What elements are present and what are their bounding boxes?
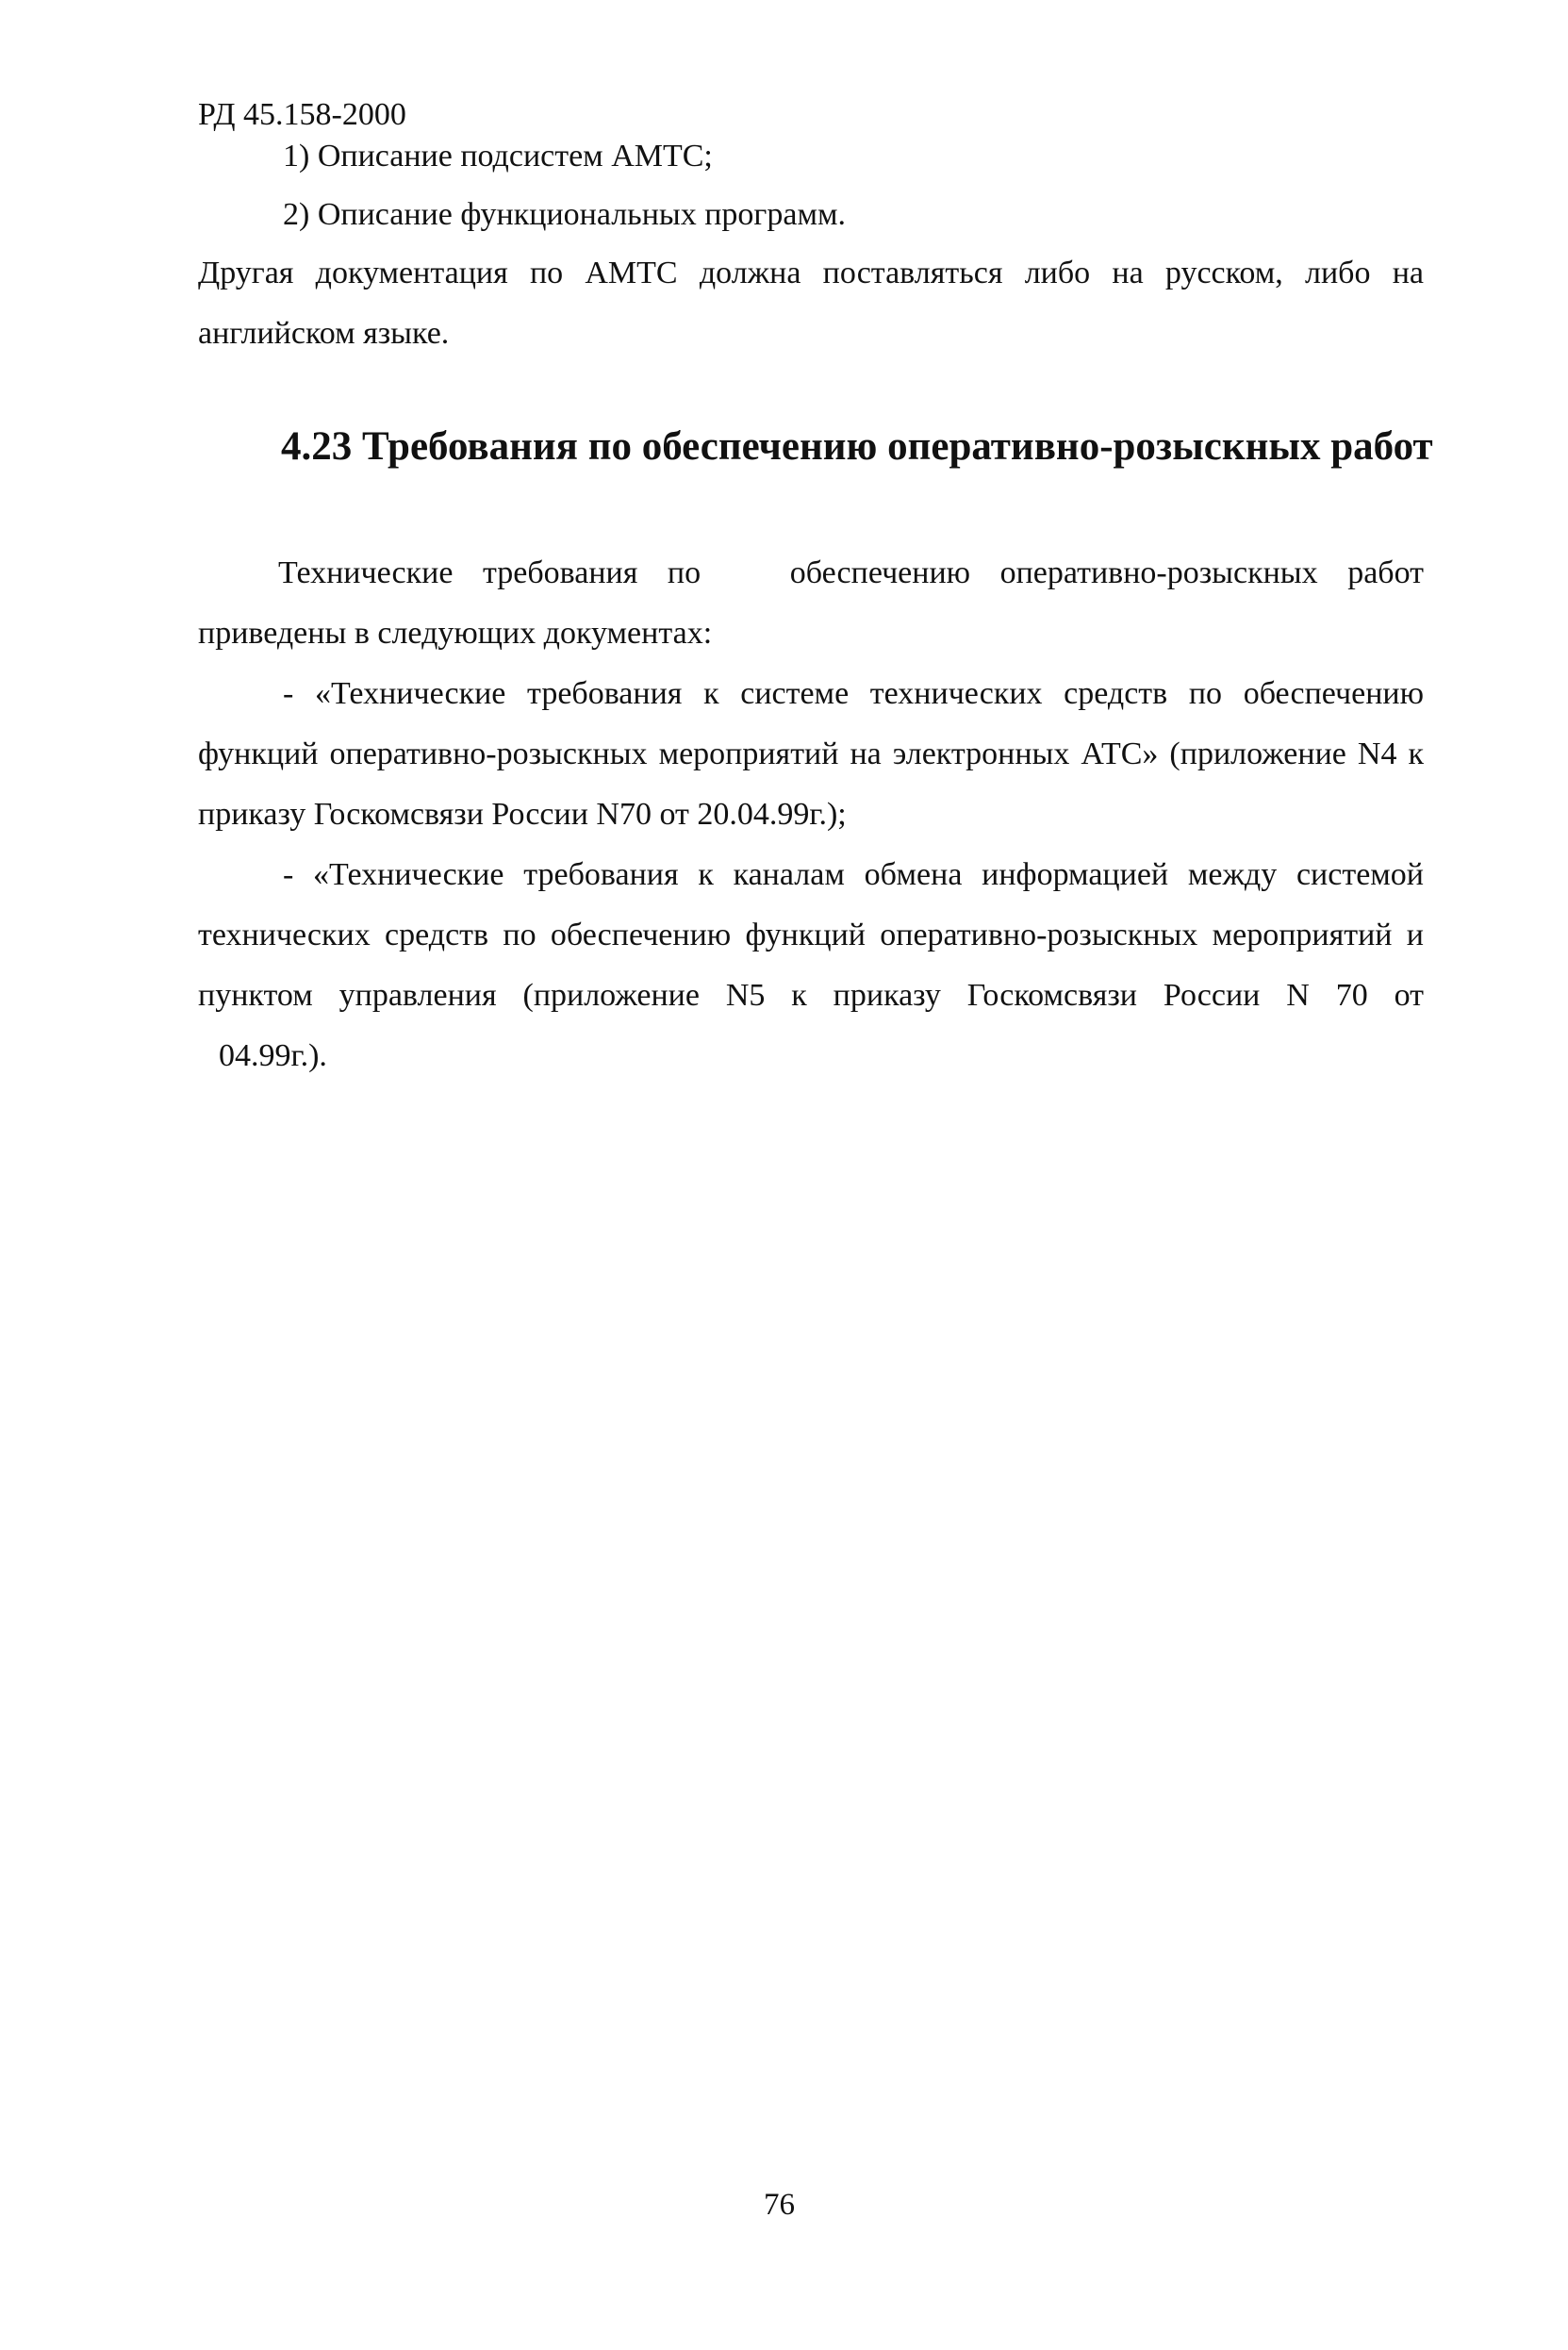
paragraph-line: Технические требования по обеспечению оперативно-розыскных работ [278,555,1424,590]
paragraph-line: Другая документация по АМТС должна поставляться либо на русском, либо на [198,256,1424,290]
paragraph-line: приведены в следующих документах: [198,616,713,651]
paragraph-line: английском языке. [198,316,450,351]
bullet-line: - «Технические требования к системе технических средств по обеспечению [283,676,1424,711]
bullet-line: функций оперативно-розыскных мероприятий на электронных АТС» (приложение N4 к [198,736,1424,771]
bullet-line: технических средств по обеспечению функций оперативно-розыскных мероприятий и [198,918,1424,952]
bullet-line: приказу Госкомсвязи России N70 от 20.04.99г.); [198,797,847,832]
bullet-line: 04.99г.). [219,1038,327,1073]
page-number: 76 [764,2188,795,2222]
list-item: 2) Описание функциональных программ. [283,197,846,232]
bullet-line: - «Технические требования к каналам обмена информацией между системой [283,857,1424,892]
list-item: 1) Описание подсистем АМТС; [283,139,713,174]
document-code: РД 45.158-2000 [198,97,406,132]
section-title: 4.23 Требования по обеспечению оперативно-розыскных работ [281,424,1433,469]
bullet-line: пунктом управления (приложение N5 к приказу Госкомсвязи России N 70 от [198,978,1424,1013]
